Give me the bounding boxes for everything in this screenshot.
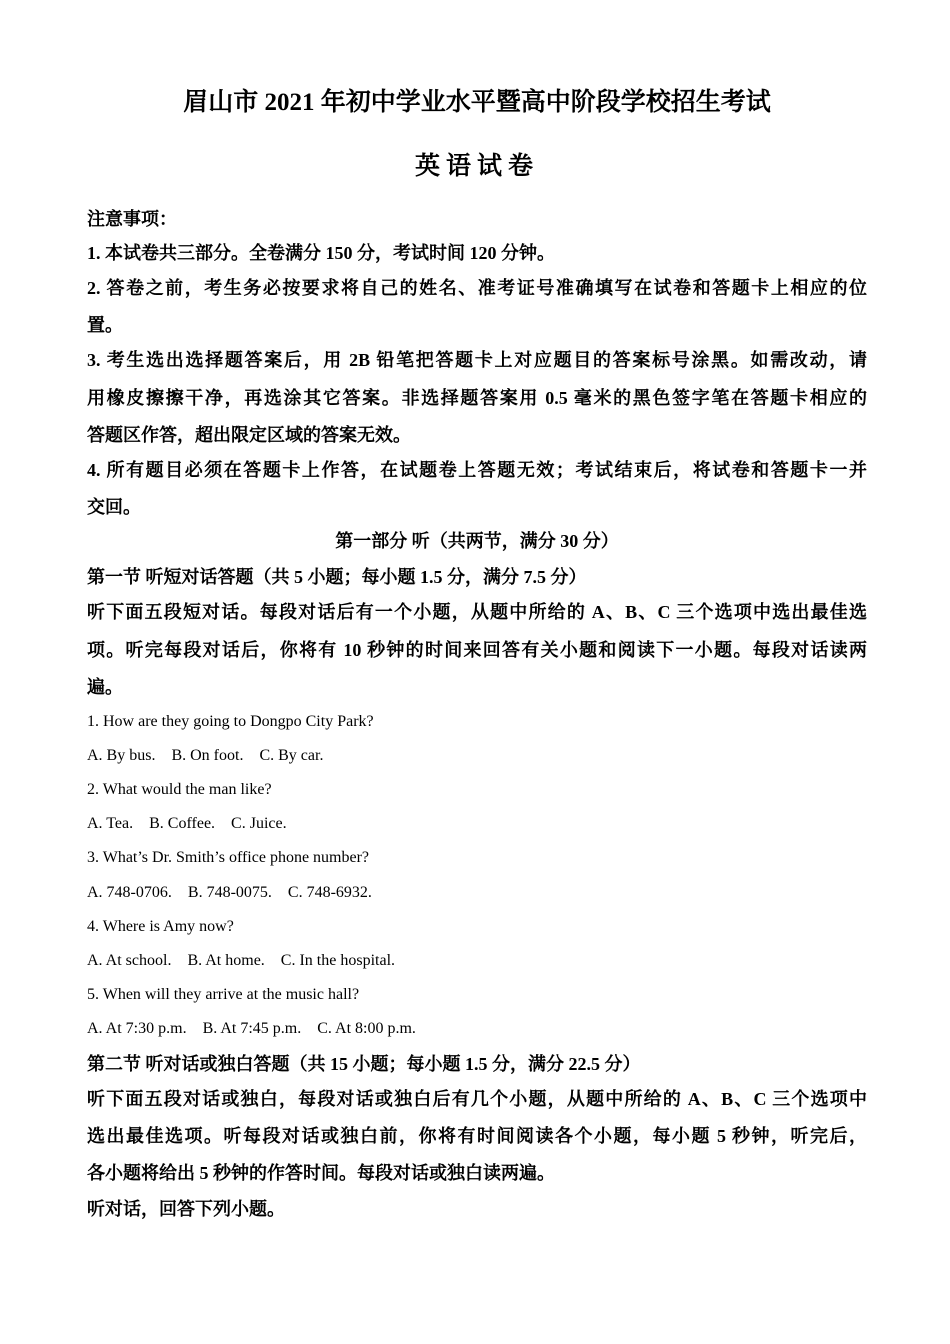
question-options — [87, 744, 867, 768]
question-text: 5. When will they arrive at the music hall? — [87, 986, 360, 1003]
question-text: 4. Where is Amy now? — [87, 918, 234, 935]
question-text: 2. What would the man like? — [87, 781, 272, 798]
option-a: A. 748-0706. — [87, 884, 172, 901]
option-c: C. By car. — [259, 747, 324, 764]
section1-heading: 第一节 听短对话答题（共 5 小题；每小题 1.5 分，满分 7.5 分） — [87, 567, 587, 587]
notice-line: 用橡皮擦擦干净，再选涂其它答案。非选择题答案用 0.5 毫米的黑色签字笔在答题卡相应的 — [87, 388, 867, 408]
question-text: 3. What’s Dr. Smith’s office phone number? — [87, 849, 370, 866]
section2-heading: 第二节 听对话或独白答题（共 15 小题；每小题 1.5 分，满分 22.5 分） — [87, 1054, 641, 1074]
section1-instruction: 听下面五段短对话。每段对话后有一个小题，从题中所给的 A、B、C 三个选项中选出最佳选 — [87, 602, 867, 622]
notice-line: 交回。 — [87, 497, 141, 517]
option-a: A. At school. — [87, 952, 172, 969]
question-text: 1. How are they going to Dongpo City Park? — [87, 713, 374, 730]
section2-lead: 听对话，回答下列小题。 — [87, 1199, 285, 1219]
question-options — [87, 881, 867, 905]
section1-instruction: 项。听完每段对话后，你将有 10 秒钟的时间来回答有关小题和阅读下一小题。每段对话读两 — [87, 640, 867, 660]
question-options — [87, 949, 867, 973]
exam-subtitle: 英语试卷 — [414, 153, 539, 180]
option-c: C. At 8:00 p.m. — [317, 1020, 416, 1037]
notice-line: 2. 答卷之前，考生务必按要求将自己的姓名、准考证号准确填写在试卷和答题卡上相应的位 — [87, 278, 867, 298]
option-b: B. 748-0075. — [187, 884, 272, 901]
exam-title: 眉山市 2021 年初中学业水平暨高中阶段学校招生考试 — [183, 89, 771, 116]
part1-heading: 第一部分 听（共两节，满分 30 分） — [335, 531, 619, 551]
option-b: B. At home. — [187, 952, 265, 969]
notice-line: 1. 本试卷共三部分。全卷满分 150 分，考试时间 120 分钟。 — [87, 243, 555, 263]
section2-instruction: 各小题将给出 5 秒钟的作答时间。每段对话或独白读两遍。 — [87, 1163, 555, 1183]
section2-instruction: 选出最佳选项。听每段对话或独白前，你将有时间阅读各个小题，每小题 5 秒钟，听完后， — [87, 1126, 867, 1146]
notice-line: 答题区作答，超出限定区域的答案无效。 — [87, 425, 411, 445]
question-options — [87, 812, 867, 836]
section2-instruction: 听下面五段对话或独白，每段对话或独白后有几个小题，从题中所给的 A、B、C 三个选项中 — [87, 1089, 867, 1109]
option-b: B. Coffee. — [149, 815, 216, 832]
option-b: B. On foot. — [171, 747, 244, 764]
option-c: C. Juice. — [231, 815, 287, 832]
section1-instruction: 遍。 — [87, 677, 123, 697]
option-c: C. In the hospital. — [280, 952, 396, 969]
option-a: A. By bus. — [87, 747, 156, 764]
notice-heading: 注意事项： — [87, 209, 177, 229]
option-a: A. Tea. — [87, 815, 134, 832]
notice-line: 置。 — [87, 315, 123, 335]
question-options — [87, 1017, 867, 1041]
option-c: C. 748-6932. — [287, 884, 372, 901]
option-b: B. At 7:45 p.m. — [202, 1020, 302, 1037]
notice-line: 4. 所有题目必须在答题卡上作答，在试题卷上答题无效；考试结束后，将试卷和答题卡一并 — [87, 460, 867, 480]
option-a: A. At 7:30 p.m. — [87, 1020, 187, 1037]
notice-line: 3. 考生选出选择题答案后，用 2B 铅笔把答题卡上对应题目的答案标号涂黑。如需改动，请 — [87, 350, 867, 370]
